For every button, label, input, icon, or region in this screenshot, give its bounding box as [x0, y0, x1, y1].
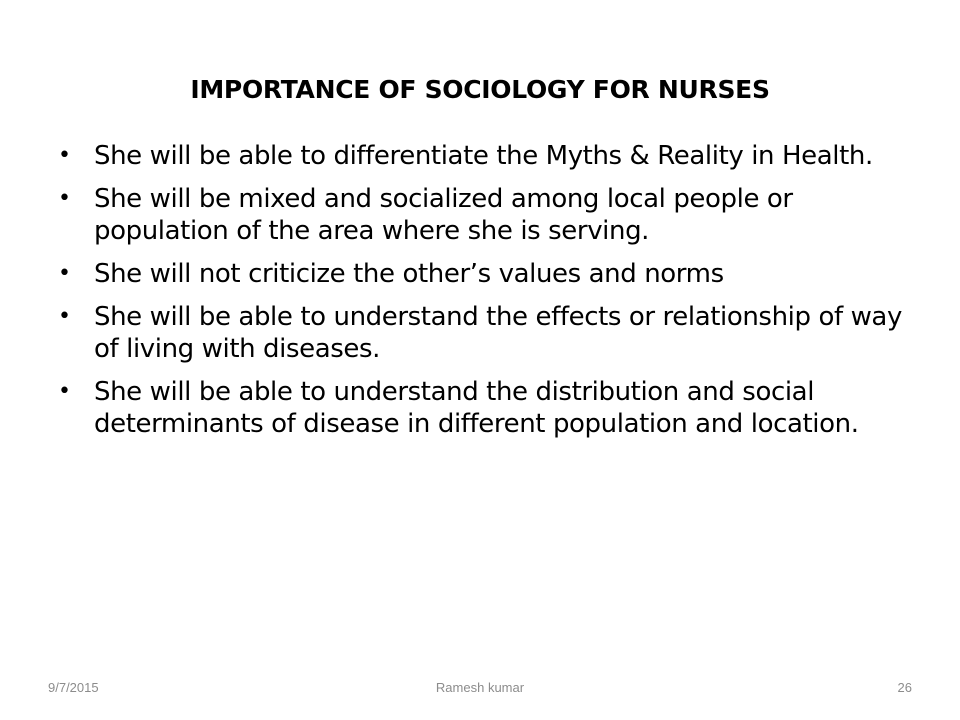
bullet-item: [58, 258, 908, 290]
bullet-icon: •: [58, 143, 71, 168]
bullet-text: She will be mixed and socialized among local people or population of the area where she is serving.: [94, 184, 793, 246]
slide-title: IMPORTANCE OF SOCIOLOGY FOR NURSES: [190, 75, 770, 104]
bullet-icon: •: [58, 261, 71, 286]
bullet-list: [58, 140, 908, 451]
footer-date: 9/7/2015: [48, 680, 99, 695]
bullet-text: She will not criticize the other’s values and norms: [94, 259, 724, 289]
bullet-text: She will be able to understand the effects or relationship of way of living with diseases.: [94, 302, 902, 364]
footer-page-number: 26: [897, 680, 912, 695]
bullet-text: She will be able to differentiate the Myths & Reality in Health.: [94, 141, 873, 171]
bullet-icon: •: [58, 304, 71, 329]
bullet-text: She will be able to understand the distribution and social determinants of disease in different population and location.: [94, 377, 859, 439]
bullet-item: [58, 183, 908, 247]
footer-author: Ramesh kumar: [435, 680, 525, 695]
bullet-item: [58, 376, 908, 440]
bullet-item: [58, 140, 908, 172]
bullet-item: [58, 301, 908, 365]
bullet-icon: •: [58, 186, 71, 211]
bullet-icon: •: [58, 379, 71, 404]
